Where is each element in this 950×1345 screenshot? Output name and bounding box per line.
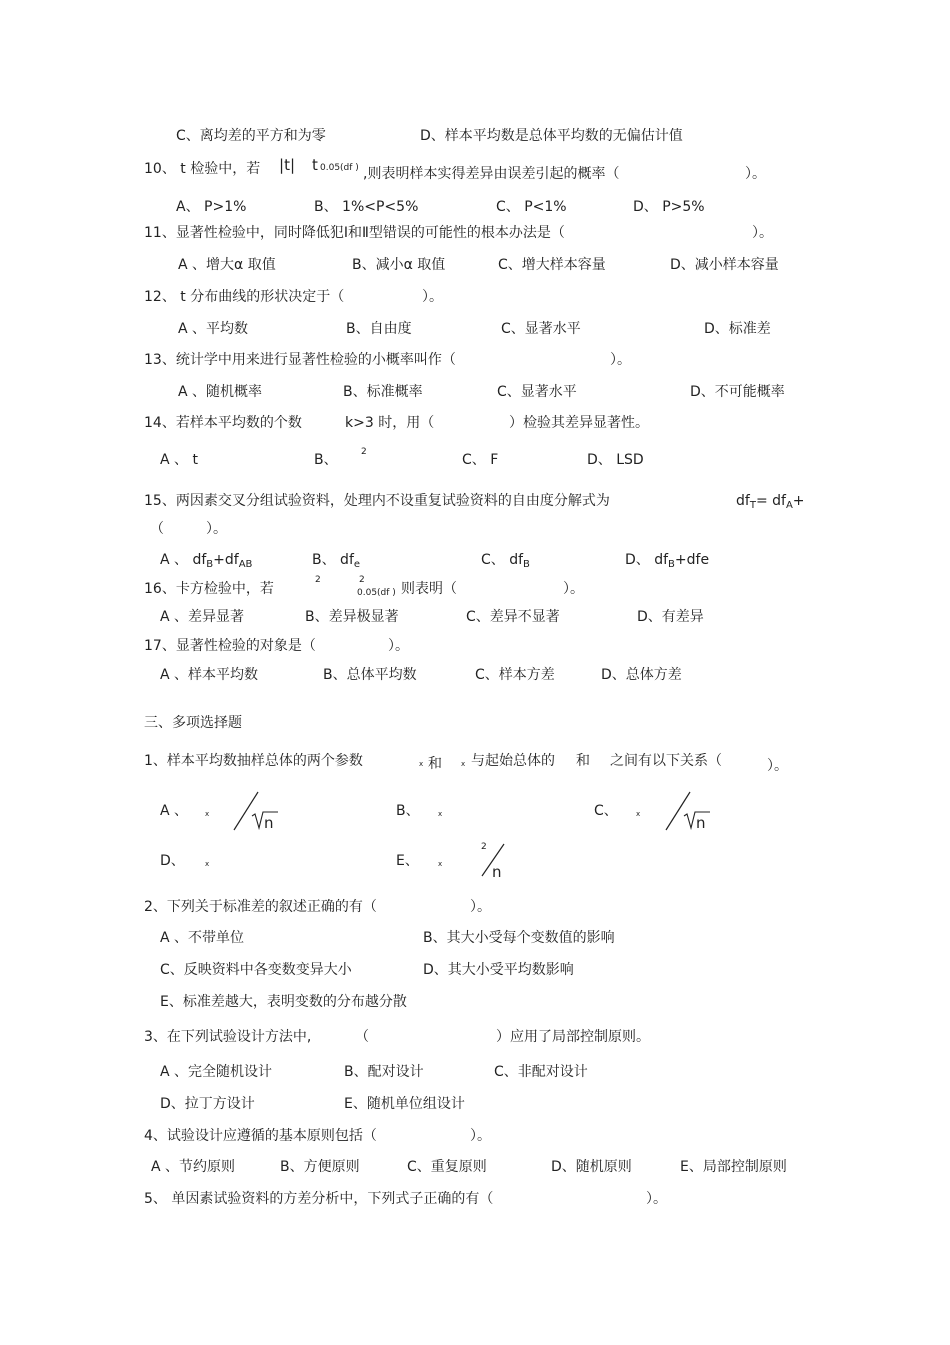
m1-option-a-n: n (264, 814, 274, 832)
q13-option-b: B、标准概率 (343, 384, 423, 400)
section-title-multiple-choice: 三、多项选择题 (144, 715, 242, 731)
m2-option-e: E、标准差越大，表明变数的分布越分散 (160, 994, 407, 1010)
q10-option-a: A、 P>1% (176, 199, 247, 215)
q16-stem-post: 则表明（ (401, 581, 457, 597)
m1-option-c-x: x (636, 810, 641, 818)
m1-option-a-over-sqrt-n-icon (232, 790, 280, 832)
q11-option-d: D、减小样本容量 (670, 257, 779, 273)
q11-close: ）。 (752, 225, 773, 241)
q10-close: ）。 (745, 166, 766, 182)
m1-close: ）。 (767, 758, 788, 774)
m1-option-e-over-n-icon (478, 840, 508, 880)
q16-close: ）。 (563, 581, 584, 597)
q10-abs-t: |t| (279, 156, 296, 174)
m4-option-c: C、重复原则 (407, 1159, 487, 1175)
q11-option-c: C、增大样本容量 (498, 257, 606, 273)
q17-option-a: A 、样本平均数 (160, 667, 259, 683)
q17-option-d: D、总体方差 (601, 667, 682, 683)
m2-option-b: B、其大小受每个变数值的影响 (423, 930, 615, 946)
q9-option-d: D、样本平均数是总体平均数的无偏估计值 (420, 128, 683, 144)
q13-option-c: C、显著水平 (497, 384, 577, 400)
m1-option-b-x: x (438, 810, 443, 818)
q15-close: ）。 (206, 521, 227, 537)
q10-stem-pre: 10、 t 检验中，若 (144, 161, 261, 177)
m1-stem-pre: 1、样本平均数抽样总体的两个参数 (144, 753, 363, 769)
m1-option-e-superscript: 2 (481, 842, 487, 852)
q15-option-a: A 、 $df_B+df_{AB}$ (160, 552, 253, 570)
q10-t005-sub: 0.05(df ) (320, 163, 359, 173)
m1-option-e-n: n (492, 863, 502, 880)
m1-option-a: A 、 (160, 803, 189, 819)
q15-stem: 15、两因素交叉分组试验资料，处理内不设重复试验资料的自由度分解式为 (144, 493, 610, 509)
q10-option-b: B、 1%<P<5% (314, 199, 419, 215)
m1-option-d-x: x (205, 860, 210, 868)
m3-option-a: A 、完全随机设计 (160, 1064, 273, 1080)
m3-paren: （ (355, 1029, 369, 1045)
q17-option-c: C、样本方差 (475, 667, 555, 683)
q17-option-b: B、总体平均数 (323, 667, 417, 683)
q12-stem: 12、 t 分布曲线的形状决定于（ (144, 289, 345, 305)
q17-stem: 17、显著性检验的对象是（ (144, 638, 316, 654)
q12-close: ）。 (422, 289, 443, 305)
m4-option-a: A 、节约原则 (151, 1159, 236, 1175)
m2-option-a: A 、不带单位 (160, 930, 245, 946)
m1-option-a-x: x (205, 810, 210, 818)
q10-option-c: C、 P<1% (496, 199, 567, 215)
m1-option-b: B、 (396, 803, 420, 819)
m5-close: ）。 (646, 1191, 667, 1207)
m1-stem-post: 与起始总体的 (471, 753, 555, 769)
q14-stem-mid: k>3 时，用（ (345, 415, 435, 431)
m4-option-e: E、局部控制原则 (680, 1159, 787, 1175)
q15-paren: （ (150, 521, 164, 537)
q16-sup-2: 2 (359, 575, 365, 585)
q13-option-a: A 、随机概率 (178, 384, 263, 400)
q16-option-d: D、有差异 (637, 609, 704, 625)
q10-option-d: D、 P>5% (633, 199, 705, 215)
q10-stem-post: ,则表明样本实得差异由误差引起的概率（ (363, 166, 620, 182)
m5-stem: 5、 单因素试验资料的方差分析中，下列式子正确的有（ (144, 1191, 494, 1207)
m2-option-d: D、其大小受平均数影响 (423, 962, 574, 978)
q15-option-c: C、 $df_B$ (481, 552, 530, 570)
q11-option-b: B、减小α 取值 (352, 257, 446, 273)
m3-option-c: C、非配对设计 (494, 1064, 588, 1080)
m3-option-d: D、拉丁方设计 (160, 1096, 255, 1112)
m4-option-b: B、方便原则 (280, 1159, 360, 1175)
q12-option-b: B、自由度 (346, 321, 412, 337)
m3-stem-post: ）应用了局部控制原则。 (496, 1029, 650, 1045)
q15-df-formula: $df_T= df_A+$ (736, 493, 805, 511)
q14-option-d: D、 LSD (587, 452, 644, 468)
q16-option-b: B、差异极显著 (305, 609, 399, 625)
q16-option-c: C、差异不显著 (466, 609, 560, 625)
q16-sup-1: 2 (315, 575, 321, 585)
q15-option-d: D、 $df_B+dfe$ (625, 552, 710, 570)
q12-option-d: D、标准差 (704, 321, 771, 337)
q10-t005: t (312, 156, 318, 174)
q14-stem-post: ）检验其差异显著性。 (509, 415, 649, 431)
m1-x1: x (419, 760, 424, 768)
m2-option-c: C、反映资料中各变数变异大小 (160, 962, 352, 978)
m1-option-c-n: n (696, 814, 706, 832)
m3-option-e: E、随机单位组设计 (344, 1096, 465, 1112)
q16-sub: 0.05(df ) (357, 588, 396, 598)
q11-option-a: A 、增大α 取值 (178, 257, 276, 273)
q13-stem: 13、统计学中用来进行显著性检验的小概率叫作（ (144, 352, 456, 368)
q17-close: ）。 (388, 638, 409, 654)
q12-option-a: A 、平均数 (178, 321, 249, 337)
q14-stem-pre: 14、若样本平均数的个数 (144, 415, 302, 431)
q11-stem: 11、显著性检验中，同时降低犯Ⅰ和Ⅱ型错误的可能性的根本办法是（ (144, 225, 565, 241)
q13-option-d: D、不可能概率 (690, 384, 785, 400)
m4-stem: 4、试验设计应遵循的基本原则包括（ (144, 1128, 377, 1144)
m2-stem: 2、下列关于标准差的叙述正确的有（ (144, 899, 377, 915)
m3-stem-pre: 3、在下列试验设计方法中, (144, 1029, 312, 1045)
q16-option-a: A 、差异显著 (160, 609, 245, 625)
m1-he: 和 (428, 756, 442, 772)
q15-option-b: B、 $df_e$ (312, 552, 361, 570)
q13-close: ）。 (610, 352, 631, 368)
m4-close: ）。 (470, 1128, 491, 1144)
q9-option-c: C、离均差的平方和为零 (176, 128, 326, 144)
q14-option-b-superscript: 2 (361, 447, 367, 457)
m1-option-c: C、 (594, 803, 618, 819)
q14-option-a: A 、 t (160, 452, 198, 468)
q16-stem-pre: 16、卡方检验中，若 (144, 581, 274, 597)
m1-stem-post2: 之间有以下关系（ (610, 753, 722, 769)
m1-option-d: D、 (160, 853, 185, 869)
m1-option-e-x: x (438, 860, 443, 868)
m1-he2: 和 (576, 753, 590, 769)
q14-option-b: B、 (314, 452, 338, 468)
m2-close: ）。 (470, 899, 491, 915)
q12-option-c: C、显著水平 (501, 321, 581, 337)
m1-option-c-over-sqrt-n-icon (664, 790, 712, 832)
m4-option-d: D、随机原则 (551, 1159, 632, 1175)
m1-option-e: E、 (396, 853, 419, 869)
m3-option-b: B、配对设计 (344, 1064, 424, 1080)
q14-option-c: C、 F (462, 452, 499, 468)
m1-x2: x (461, 760, 466, 768)
